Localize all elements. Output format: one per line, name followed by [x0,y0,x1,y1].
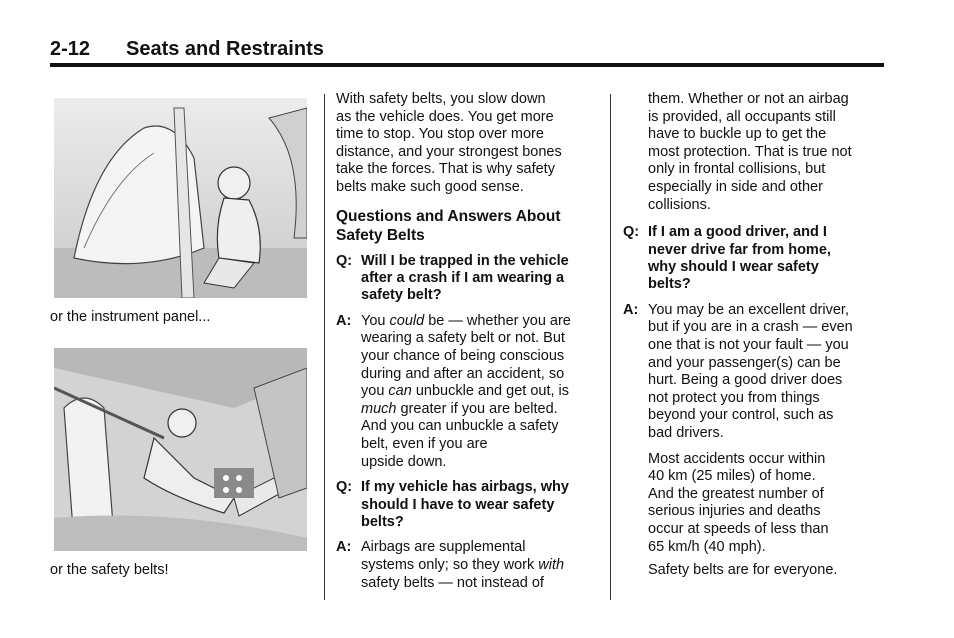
answer-text: not protect you from things [648,389,820,406]
figure-caption-safety-belts: or the safety belts! [50,562,169,578]
qa-heading [336,207,598,245]
intro-line: take the forces. That is why safety [336,161,555,178]
paragraph-line: 40 km (25 miles) of home. [648,468,816,485]
question-1 [336,253,598,305]
answer-text: You may be an excellent driver, [648,301,849,318]
continuation-line: have to buckle up to get the [648,126,827,143]
question-tag: Q: [336,479,353,496]
illustration-occupant-in-seat [54,98,307,298]
question-line: safety belt? [361,287,442,304]
question-line: Will I be trapped in the vehicle [361,252,569,269]
answer-text: unbuckle and get out, is [411,383,570,400]
illustration-occupant-instrument-panel [54,348,307,551]
question-line: after a crash if I am wearing a [361,269,565,286]
question-tag: Q: [623,224,640,241]
answer-text: belt, even if you are [361,435,488,452]
section-title: Seats and Restraints [126,38,324,60]
text-column-2 [336,91,598,600]
answer-text: beyond your control, such as [648,407,834,424]
paragraph-line: 65 km/h (40 mph). [648,538,766,555]
answer-text: one that is not your fault — you [648,336,849,353]
answer-2 [336,539,598,592]
continuation-line: them. Whether or not an airbag [648,91,849,107]
continuation-line: only in frontal collisions, but [648,161,826,178]
heading-line: Questions and Answers About [336,207,561,225]
question-line: why should I wear safety [648,258,819,275]
answer-tag: A: [336,312,352,329]
continuation-line: is provided, all occupants still [648,108,836,125]
paragraph-line: serious injuries and deaths [648,503,821,520]
answer-text: upside down. [361,453,447,470]
accidents-paragraph [623,451,885,557]
text-column-3 [623,91,885,580]
answer-text: And you can unbuckle a safety [361,418,559,435]
column-divider-2 [610,94,611,600]
intro-paragraph [336,91,598,197]
answer-1 [336,313,598,471]
paragraph-line: And the greatest number of [648,485,824,502]
heading-line: Safety Belts [336,226,425,244]
answer-text: systems only; so they work [361,556,539,573]
question-tag: Q: [336,252,353,269]
answer-text: You [361,312,390,329]
answer-tag: A: [623,301,639,318]
answer-text: and your passenger(s) can be [648,354,841,371]
question-2 [336,479,598,531]
intro-line: as the vehicle does. You get more [336,108,554,125]
answer-emphasis: could [389,312,425,329]
answer-text: your chance of being conscious [361,347,565,364]
answer-3 [623,302,885,443]
answer-emphasis: much [361,400,397,417]
answer-text: during and after an accident, so [361,365,565,382]
answer-2-continuation [623,91,885,214]
answer-text: but if you are in a crash — even [648,319,853,336]
intro-line: time to stop. You stop over more [336,126,544,143]
question-line: belts? [361,513,404,530]
paragraph-line: occur at speeds of less than [648,520,829,537]
continuation-line: collisions. [648,196,711,213]
continuation-line: most protection. That is true not [648,143,852,160]
intro-line: distance, and your strongest bones [336,143,562,160]
answer-emphasis: can [388,383,412,400]
paragraph-line: Safety belts are for everyone. [648,562,838,579]
occupant-panel-drawing [54,348,307,551]
intro-line: With safety belts, you slow down [336,91,546,107]
question-3 [623,224,885,294]
answer-text: wearing a safety belt or not. But [361,330,565,347]
page-number: 2-12 [50,38,91,60]
answer-text: bad drivers. [648,424,724,441]
answer-text: Airbags are supplemental [361,539,526,556]
answer-text: be — whether you are [424,312,571,329]
column-divider-1 [324,94,325,600]
answer-emphasis: with [538,556,565,573]
figure-caption-instrument-panel: or the instrument panel... [50,309,211,325]
answer-tag: A: [336,539,352,556]
question-line: If my vehicle has airbags, why [361,479,569,496]
occupant-seat-drawing [54,98,307,298]
question-line: belts? [648,276,691,293]
header-rule [50,63,884,67]
answer-text: greater if you are belted. [396,400,558,417]
paragraph-line: Most accidents occur within [648,450,826,467]
question-line: never drive far from home, [648,241,831,258]
closing-paragraph [623,562,885,580]
answer-text: you [361,383,389,400]
intro-line: belts make such good sense. [336,178,524,195]
continuation-line: especially in side and other [648,178,823,195]
answer-text: hurt. Being a good driver does [648,372,843,389]
question-line: If I am a good driver, and I [648,224,827,241]
answer-text: safety belts — not instead of [361,574,544,591]
question-line: should I have to wear safety [361,496,555,513]
